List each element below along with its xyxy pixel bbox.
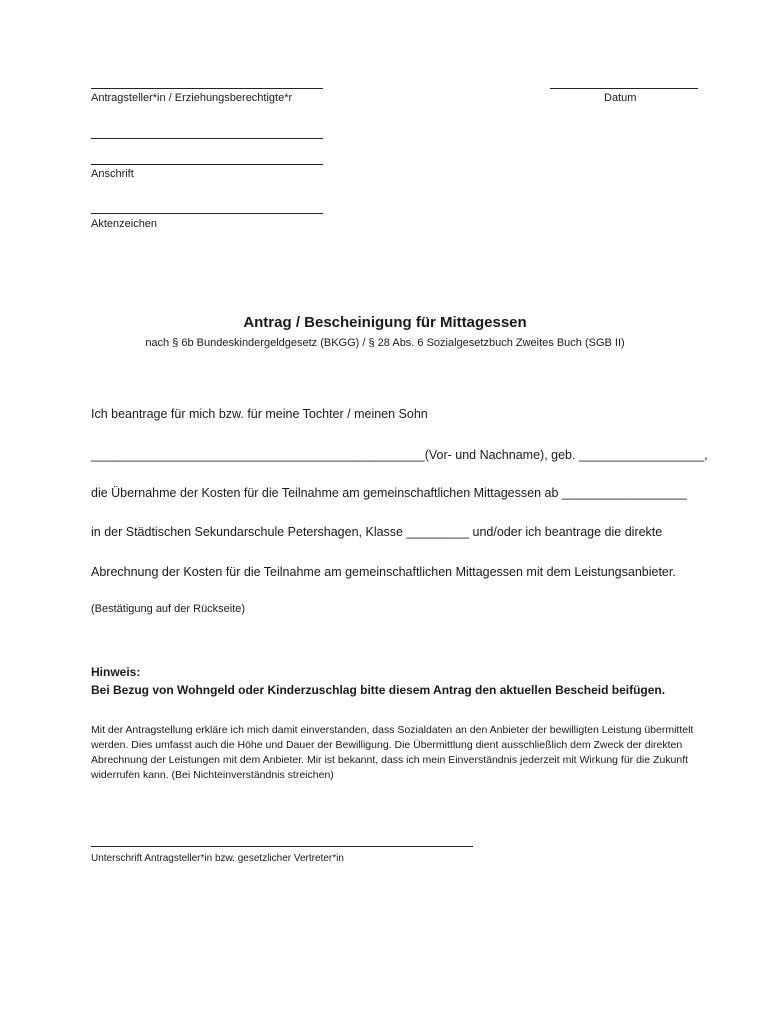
- date-label: Datum: [604, 92, 637, 104]
- file-number-line: [91, 213, 323, 214]
- address-line-2: [91, 164, 323, 165]
- applicant-label: Antragsteller*in / Erziehungsberechtigte*r: [91, 92, 293, 104]
- application-line-1: Ich beantrage für mich bzw. für meine Tochter / meinen Sohn: [91, 407, 428, 421]
- signature-line: [91, 846, 473, 847]
- consent-paragraph: Mit der Antragstellung erkläre ich mich damit einverstanden, dass Sozialdaten an den Anbieter der bewilligten Leistung übermittelt werden. Dies umfasst auch die Höhe und Dauer der Bewilligung. Die Übermittlung dient ausschließlich dem Zweck der direkten Abrechnung der Leistungen mit dem Anbieter. Mir ist bekannt, dass ich mein Einverständnis jederzeit mit Wirkung für die Zukunft widerrufen kann. (Bei Nichteinverständnis streichen): [91, 724, 694, 781]
- application-line-3: die Übernahme der Kosten für die Teilnahme am gemeinschaftlichen Mittagessen ab __________________: [91, 486, 688, 500]
- back-side-note: (Bestätigung auf der Rückseite): [91, 603, 246, 615]
- signature-label: Unterschrift Antragsteller*in bzw. gesetzlicher Vertreter*in: [91, 853, 344, 864]
- document-title: Antrag / Bescheinigung für Mittagessen: [243, 314, 527, 331]
- application-line-4: in der Städtischen Sekundarschule Petershagen, Klasse _________ und/oder ich beantrage die direkte: [91, 525, 663, 539]
- address-label: Anschrift: [91, 168, 134, 180]
- file-number-label: Aktenzeichen: [91, 218, 158, 230]
- date-line: [550, 88, 698, 89]
- address-line-1: [91, 138, 323, 139]
- document-subtitle: nach § 6b Bundeskindergeldgesetz (BKGG) / § 28 Abs. 6 Sozialgesetzbuch Zweites Buch (SGB II): [145, 337, 625, 349]
- application-line-5: Abrechnung der Kosten für die Teilnahme am gemeinschaftlichen Mittagessen mit dem Leistungsanbieter.: [91, 565, 676, 579]
- notice-text: Bei Bezug von Wohngeld oder Kinderzuschlag bitte diesem Antrag den aktuellen Bescheid beifügen.: [91, 683, 666, 697]
- applicant-name-line: [91, 88, 323, 89]
- application-line-2: ________________________________________________(Vor- und Nachname), geb. __________________,: [91, 448, 708, 462]
- notice-heading: Hinweis:: [91, 665, 141, 679]
